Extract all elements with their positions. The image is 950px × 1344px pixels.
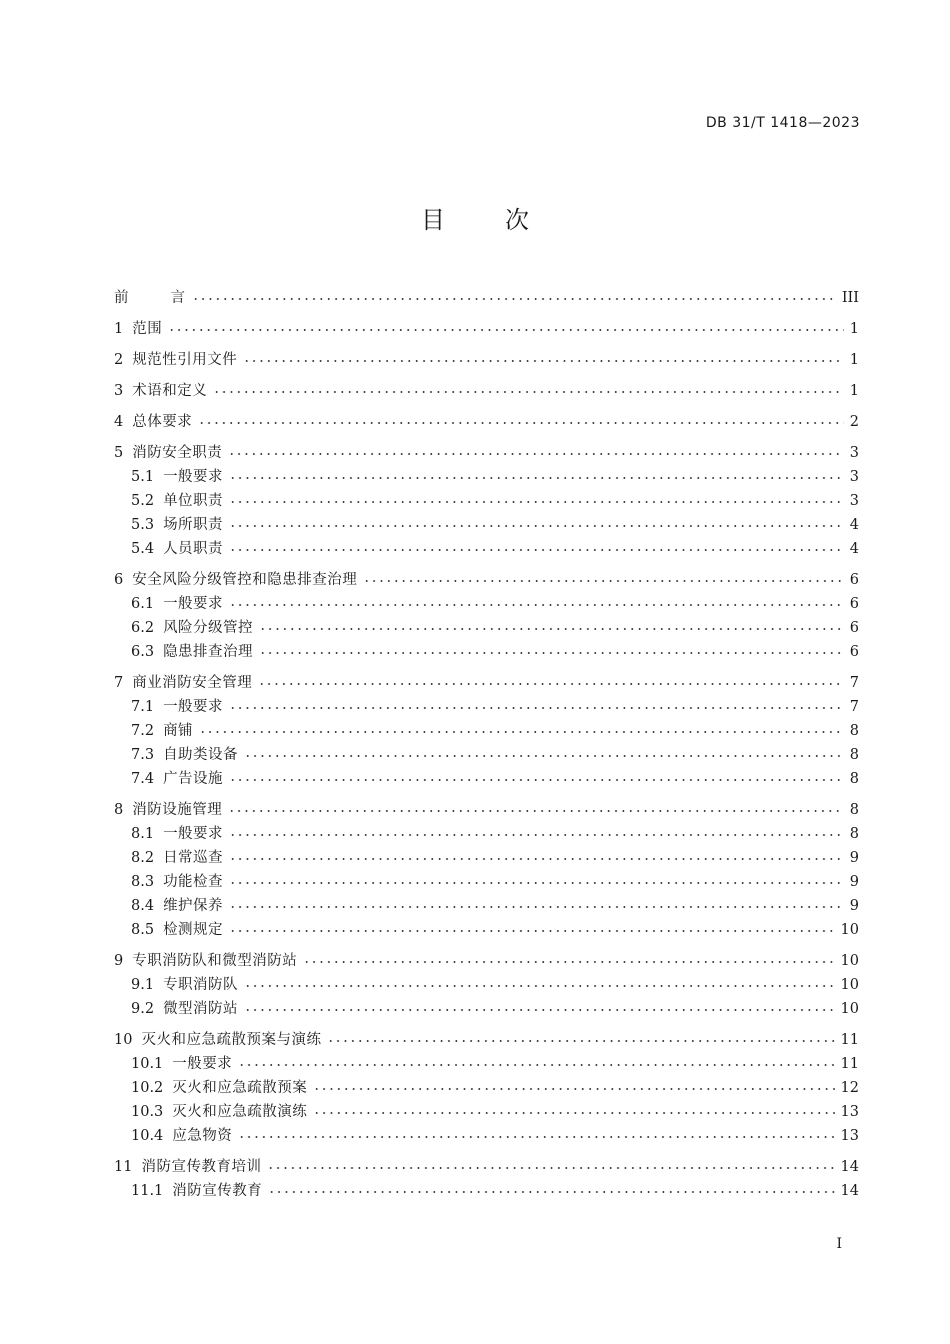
toc-entry-page: 7: [849, 675, 859, 691]
toc-entry-page: 9: [849, 874, 859, 890]
toc-entry-label: 灭火和应急疏散预案与演练: [141, 1032, 322, 1048]
toc-entry-label: 人员职责: [163, 541, 224, 557]
dot-leader: [238, 1061, 834, 1069]
toc-entry-number: 7: [114, 675, 124, 691]
toc-entry-page: 8: [849, 771, 859, 787]
toc-entry[interactable]: [114, 870, 859, 894]
dot-leader: [313, 1085, 834, 1093]
toc-entry-page: 13: [840, 1104, 859, 1120]
toc-entry-label: 一般要求: [172, 1056, 233, 1072]
toc-entry[interactable]: [114, 489, 859, 513]
toc-entry-label: 场所职责: [163, 517, 224, 533]
document-code: DB 31/T 1418—2023: [705, 115, 860, 131]
toc-entry-page: 1: [849, 321, 859, 337]
toc-entry-label: 言: [170, 290, 186, 306]
toc-entry-page: 11: [840, 1032, 859, 1048]
toc-entry-label: 消防设施管理: [132, 802, 223, 818]
dot-leader: [259, 649, 844, 657]
dot-leader: [229, 776, 844, 784]
toc-entry-number: 8.1: [131, 826, 155, 842]
toc-entry-page: 14: [840, 1159, 859, 1175]
toc-entry[interactable]: [114, 537, 859, 561]
toc-entry[interactable]: [114, 640, 859, 664]
toc-entry-label: 微型消防站: [163, 1001, 239, 1017]
toc-entry-number: 10.2: [131, 1080, 164, 1096]
toc-entry-label: 消防安全职责: [132, 445, 223, 461]
toc-entry[interactable]: [114, 568, 859, 592]
toc-entry-label: 广告设施: [163, 771, 224, 787]
toc-entry-number: 8.2: [131, 850, 155, 866]
toc-entry-label: 灭火和应急疏散预案: [172, 1080, 308, 1096]
toc-entry-page: 1: [849, 352, 859, 368]
toc-entry-number: 6: [114, 572, 124, 588]
toc-entry-number: 6.3: [131, 644, 155, 660]
dot-leader: [238, 1133, 834, 1141]
toc-entry-page: 10: [840, 977, 859, 993]
toc-entry-page: 2: [849, 414, 859, 430]
dot-leader: [267, 1164, 834, 1172]
toc-entry[interactable]: [114, 743, 859, 767]
toc-entry-label: 规范性引用文件: [132, 352, 238, 368]
toc-entry-page: 8: [849, 826, 859, 842]
toc-entry-number: 8.4: [131, 898, 155, 914]
toc-entry-label: 专职消防队: [163, 977, 239, 993]
toc-entry[interactable]: [114, 918, 859, 942]
toc-entry-number: 3: [114, 383, 124, 399]
toc-entry-page: 1: [849, 383, 859, 399]
toc-entry[interactable]: [114, 465, 859, 489]
toc-entry-number: 5.1: [131, 469, 155, 485]
page-number: I: [836, 1236, 842, 1252]
dot-leader: [313, 1109, 834, 1117]
toc-entry[interactable]: [114, 317, 859, 341]
toc-entry[interactable]: [114, 616, 859, 640]
toc-entry-label: 总体要求: [132, 414, 193, 430]
toc-entry-label: 一般要求: [163, 699, 224, 715]
toc-entry-number: 1: [114, 321, 124, 337]
toc-entry-number: 7.3: [131, 747, 155, 763]
toc-entry-label: 范围: [132, 321, 163, 337]
toc-entry-label: 检测规定: [163, 922, 224, 938]
dot-leader: [303, 958, 834, 966]
toc-entry[interactable]: [114, 767, 859, 791]
toc-entry-number: 4: [114, 414, 124, 430]
toc-entry-label: 灭火和应急疏散演练: [172, 1104, 308, 1120]
toc-entry-page: 3: [849, 469, 859, 485]
toc-entry-label: 自助类设备: [163, 747, 239, 763]
dot-leader: [198, 419, 844, 427]
toc-entry[interactable]: [114, 894, 859, 918]
toc-entry-label: 维护保养: [163, 898, 224, 914]
toc-entry-number: 5.4: [131, 541, 155, 557]
toc-entry-page: 10: [840, 922, 859, 938]
toc-entry[interactable]: [114, 846, 859, 870]
toc-entry-number: 5: [114, 445, 124, 461]
toc-entry-number: 9.1: [131, 977, 155, 993]
toc-entry[interactable]: [114, 1155, 859, 1179]
toc-entry[interactable]: [114, 1076, 859, 1100]
dot-leader: [258, 680, 844, 688]
toc-entry-number: 11: [114, 1159, 133, 1175]
dot-leader: [229, 903, 844, 911]
toc-entry-label: 消防宣传教育培训: [141, 1159, 262, 1175]
toc-entry-page: 9: [849, 850, 859, 866]
toc-entry-label: 一般要求: [163, 826, 224, 842]
toc-entry[interactable]: [114, 719, 859, 743]
dot-leader: [363, 577, 844, 585]
dot-leader: [168, 326, 844, 334]
toc-entry-page: III: [841, 290, 859, 306]
toc-entry-label: 功能检查: [163, 874, 224, 890]
dot-leader: [192, 295, 836, 303]
page-title: 目次: [421, 206, 589, 234]
toc-entry-page: 8: [849, 723, 859, 739]
toc-entry-number: 8: [114, 802, 124, 818]
toc-entry-page: 8: [849, 747, 859, 763]
toc-entry-number: 7.2: [131, 723, 155, 739]
dot-leader: [228, 450, 844, 458]
toc-entry[interactable]: [114, 592, 859, 616]
dot-leader: [229, 831, 844, 839]
toc-entry[interactable]: [114, 1028, 859, 1052]
toc-entry[interactable]: [114, 348, 859, 372]
dot-leader: [229, 601, 844, 609]
dot-leader: [229, 855, 844, 863]
dot-leader: [213, 388, 844, 396]
toc-entry[interactable]: [114, 671, 859, 695]
toc-entry[interactable]: [114, 822, 859, 846]
toc-entry-page: 14: [840, 1183, 859, 1199]
dot-leader: [199, 728, 844, 736]
dot-leader: [229, 546, 844, 554]
toc-entry-page: 3: [849, 493, 859, 509]
toc-entry-number: 8.3: [131, 874, 155, 890]
dot-leader: [229, 498, 844, 506]
dot-leader: [327, 1037, 834, 1045]
toc-entry-number: 9.2: [131, 1001, 155, 1017]
toc-entry-label: 专职消防队和微型消防站: [132, 953, 298, 969]
toc-entry-number: 10.1: [131, 1056, 164, 1072]
toc-entry-page: 12: [840, 1080, 859, 1096]
toc-entry-number: 11.1: [131, 1183, 164, 1199]
toc-entry-page: 4: [849, 517, 859, 533]
dot-leader: [244, 752, 844, 760]
toc-entry-number: 6.2: [131, 620, 155, 636]
dot-leader: [229, 474, 844, 482]
toc-entry-number: 6.1: [131, 596, 155, 612]
toc-entry[interactable]: [114, 410, 859, 434]
dot-leader: [244, 1006, 834, 1014]
toc-entry-label: 消防宣传教育: [172, 1183, 263, 1199]
toc-entry[interactable]: [114, 1052, 859, 1076]
toc-entry[interactable]: [114, 1100, 859, 1124]
toc-entry[interactable]: [114, 441, 859, 465]
dot-leader: [229, 704, 844, 712]
toc-entry-label: 日常巡查: [163, 850, 224, 866]
table-of-contents: [114, 286, 859, 1203]
toc-entry-number: 2: [114, 352, 124, 368]
toc-entry-page: 9: [849, 898, 859, 914]
toc-entry-page: 3: [849, 445, 859, 461]
toc-entry-number: 前: [114, 290, 129, 306]
toc-entry-number: 8.5: [131, 922, 155, 938]
toc-entry-page: 4: [849, 541, 859, 557]
dot-leader: [268, 1188, 834, 1196]
dot-leader: [229, 927, 834, 935]
toc-entry-page: 10: [840, 1001, 859, 1017]
toc-entry-label: 应急物资: [172, 1128, 233, 1144]
toc-entry-number: 10.3: [131, 1104, 164, 1120]
toc-entry[interactable]: [114, 1124, 859, 1148]
toc-entry-label: 安全风险分级管控和隐患排查治理: [132, 572, 358, 588]
toc-entry-label: 术语和定义: [132, 383, 208, 399]
dot-leader: [229, 879, 844, 887]
toc-entry-label: 一般要求: [163, 596, 224, 612]
toc-entry-page: 6: [849, 596, 859, 612]
toc-entry-number: 7.4: [131, 771, 155, 787]
dot-leader: [259, 625, 844, 633]
toc-entry-label: 风险分级管控: [163, 620, 254, 636]
toc-entry[interactable]: [114, 949, 859, 973]
toc-entry[interactable]: [114, 798, 859, 822]
toc-entry[interactable]: [114, 997, 859, 1021]
toc-entry[interactable]: [114, 379, 859, 403]
toc-entry-number: 10: [114, 1032, 133, 1048]
toc-entry-page: 6: [849, 644, 859, 660]
toc-entry-number: 5.2: [131, 493, 155, 509]
toc-entry[interactable]: [114, 973, 859, 997]
toc-entry-label: 商铺: [163, 723, 194, 739]
toc-entry-page: 7: [849, 699, 859, 715]
dot-leader: [229, 522, 844, 530]
toc-entry-number: 10.4: [131, 1128, 164, 1144]
toc-entry-number: 7.1: [131, 699, 155, 715]
toc-entry-page: 10: [840, 953, 859, 969]
toc-entry[interactable]: [114, 695, 859, 719]
dot-leader: [228, 807, 844, 815]
toc-entry-page: 11: [840, 1056, 859, 1072]
toc-entry-page: 13: [840, 1128, 859, 1144]
toc-entry[interactable]: [114, 1179, 859, 1203]
toc-entry-label: 隐患排查治理: [163, 644, 254, 660]
toc-entry[interactable]: [114, 286, 859, 310]
dot-leader: [243, 357, 844, 365]
dot-leader: [244, 982, 834, 990]
toc-entry-page: 6: [849, 620, 859, 636]
toc-entry-page: 8: [849, 802, 859, 818]
toc-entry-label: 一般要求: [163, 469, 224, 485]
toc-entry[interactable]: [114, 513, 859, 537]
toc-entry-number: 5.3: [131, 517, 155, 533]
toc-entry-label: 商业消防安全管理: [132, 675, 253, 691]
toc-entry-number: 9: [114, 953, 124, 969]
toc-entry-label: 单位职责: [163, 493, 224, 509]
toc-entry-page: 6: [849, 572, 859, 588]
